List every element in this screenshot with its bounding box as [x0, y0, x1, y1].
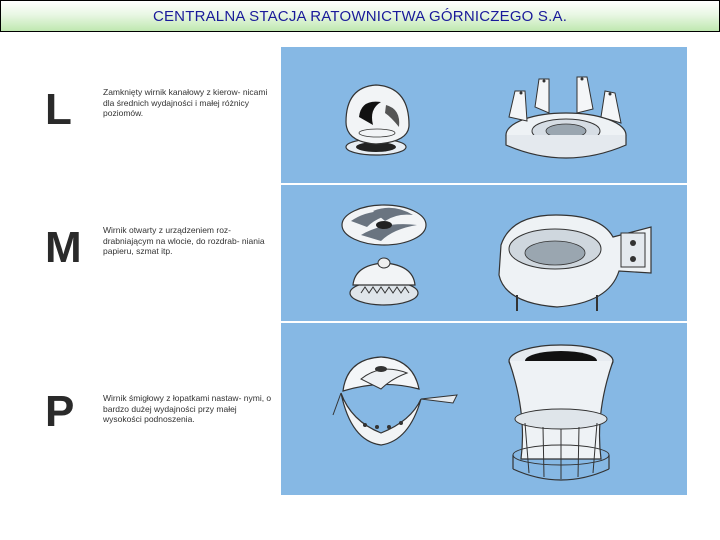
row-description: Zamknięty wirnik kanałowy z kierow- nicami dla średnich wydajności i małej różnicy poziomów. [103, 87, 268, 118]
closed-channel-impeller-icon [346, 85, 409, 155]
axial-diffuser-housing-icon [509, 345, 613, 480]
impeller-row-l [31, 47, 687, 183]
open-impeller-icon [342, 205, 426, 245]
impeller-row-p [31, 323, 687, 495]
illustration-panel [281, 323, 687, 495]
illustration-panel [281, 47, 687, 183]
illustration-panel [281, 185, 687, 321]
row-description: Wirnik śmigłowy z łopatkami nastaw- nymi, o bardzo dużej wydajności przy małej wysokości podnoszenia. [103, 393, 272, 424]
document-page [31, 47, 687, 495]
row-description: Wirnik otwarty z urządzeniem roz- drabniającym na wlocie, do rozdrab- niania papieru, szmat itp. [103, 225, 265, 256]
propeller-impeller-icon [333, 357, 457, 445]
impeller-row-m [31, 185, 687, 321]
row-letter: L [45, 85, 72, 134]
guide-vane-housing-icon [506, 77, 626, 158]
row-letter: P [45, 387, 75, 436]
slide-header [0, 0, 720, 32]
cutter-ring-icon [350, 258, 418, 305]
volute-casing-icon [499, 215, 651, 311]
header-title: CENTRALNA STACJA RATOWNICTWA GÓRNICZEGO S.A. [152, 7, 568, 25]
row-letter: M [45, 223, 82, 272]
